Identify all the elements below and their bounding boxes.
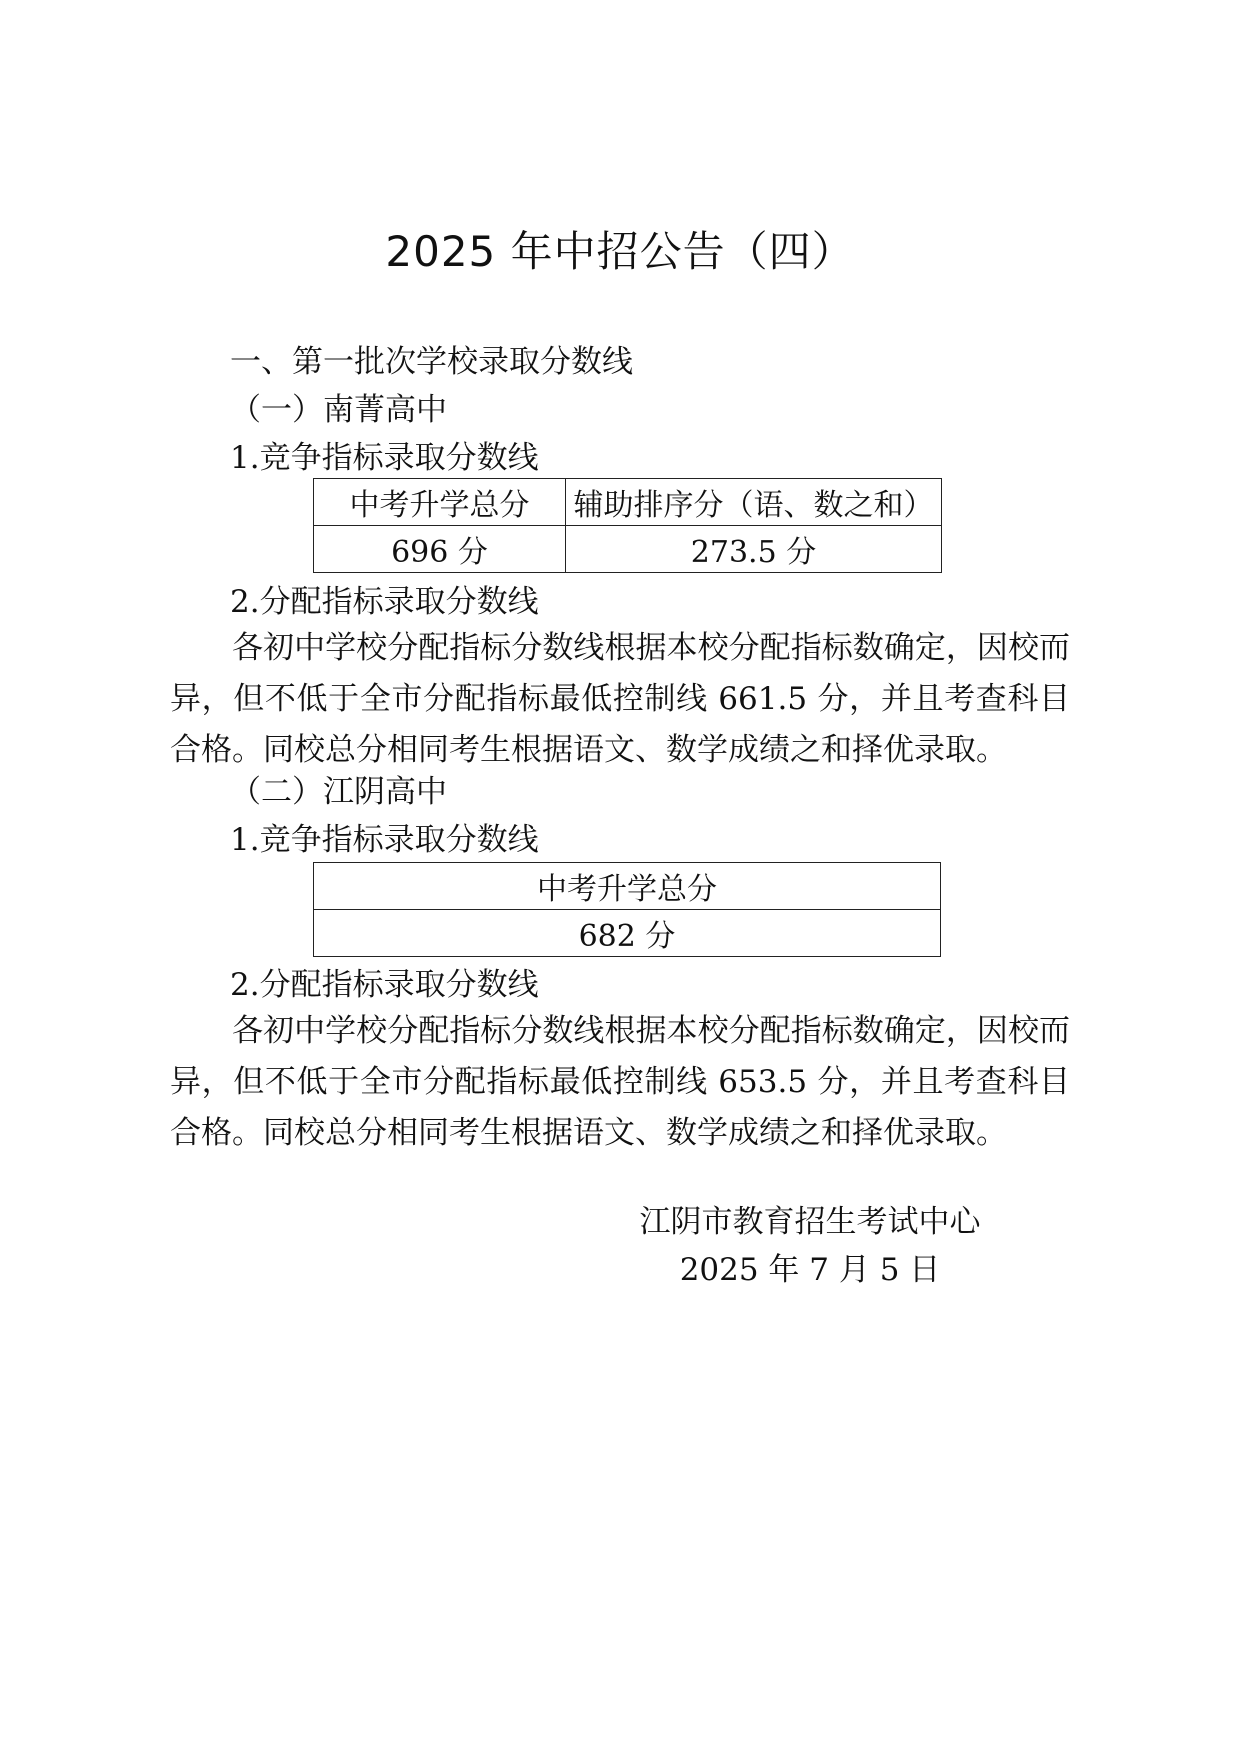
school-heading-jiangyin: （二）江阴高中 [230,774,447,810]
score-table-jiangyin [313,862,941,957]
table-header-row [314,863,941,910]
school-heading-nanjing: （一）南菁高中 [230,392,447,428]
table-value-total-score: 682 分 [314,910,941,957]
issue-date: 2025 年 7 月 5 日 [679,1252,941,1288]
allocation-heading-nanjing: 2.分配指标录取分数线 [230,584,539,620]
allocation-paragraph-nanjing: 各初中学校分配指标分数线根据本校分配指标数确定，因校而异，但不低于全市分配指标最低控制线 661.5 分，并且考查科目合格。同校总分相同考生根据语文、数学成绩之和择优录取。 [170,630,1070,768]
table-value-auxiliary-score: 273.5 分 [566,526,942,573]
allocation-heading-jiangyin: 2.分配指标录取分数线 [230,967,539,1003]
table-value-row [314,526,942,573]
issuing-organization: 江阴市教育招生考试中心 [639,1204,981,1240]
section-heading: 一、第一批次学校录取分数线 [230,344,633,380]
allocation-paragraph-jiangyin: 各初中学校分配指标分数线根据本校分配指标数确定，因校而异，但不低于全市分配指标最低控制线 653.5 分，并且考查科目合格。同校总分相同考生根据语文、数学成绩之和择优录取。 [170,1013,1070,1151]
score-table-nanjing [313,478,942,573]
competition-heading-nanjing: 1.竞争指标录取分数线 [230,440,539,476]
table-header-total-score: 中考升学总分 [314,479,566,526]
table-value-total-score: 696 分 [314,526,566,573]
table-header-auxiliary-score: 辅助排序分（语、数之和） [566,479,942,526]
table-header-total-score: 中考升学总分 [314,863,941,910]
table-value-row [314,910,941,957]
competition-heading-jiangyin: 1.竞争指标录取分数线 [230,822,539,858]
document-title: 2025 年中招公告（四） [385,227,855,276]
table-header-row [314,479,942,526]
